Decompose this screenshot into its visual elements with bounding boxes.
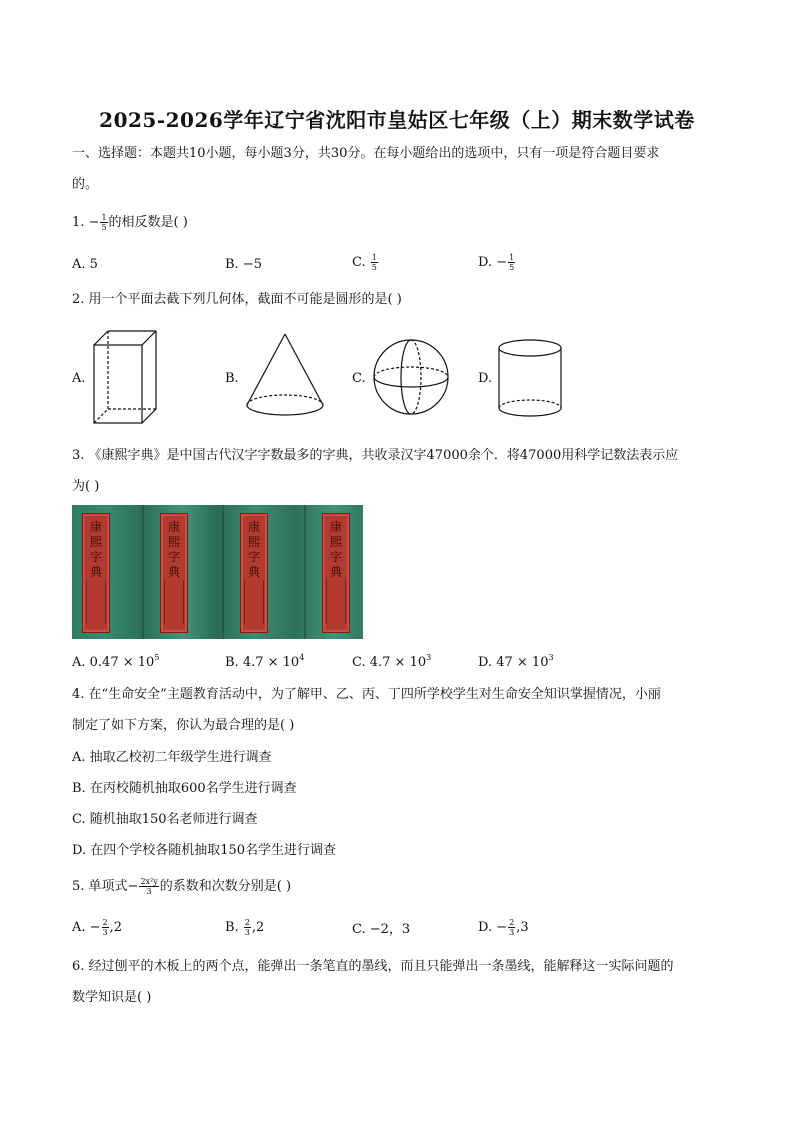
- question-4-line1: 4. 在“生命安全”主题教育活动中，为了解甲、乙、丙、丁四所学校学生对生命安全知识掌握情况，小丽: [72, 687, 661, 702]
- q4-option-d: D. 在四个学校各随机抽取150名学生进行调查: [72, 843, 337, 858]
- q4-option-a: A. 抽取乙校初二年级学生进行调查: [72, 750, 272, 765]
- q2-option-b-label: B.: [225, 371, 239, 386]
- question-5: 5. 单项式− $\frac{\text{2x²y}}{3}$ 的系数和次数分别是( ): [72, 877, 292, 896]
- q3-option-a: A. $0.47 \times 10^5$: [72, 653, 160, 670]
- question-6-line2: 数学知识是( ): [72, 990, 152, 1005]
- page-title: 2025-2026学年辽宁省沈阳市皇姑区七年级（上）期末数学试卷: [99, 108, 695, 132]
- question-4-line2: 制定了如下方案，你认为最合理的是( ): [72, 718, 295, 733]
- q2-option-c-label: C.: [352, 371, 366, 386]
- cone-figure: [244, 332, 326, 422]
- kangxi-dictionary-photo: [72, 505, 363, 639]
- cylinder-figure: [497, 338, 563, 420]
- q3-option-c: C. $4.7 \times 10^3$: [352, 653, 432, 670]
- q3-option-d: D. $47 \times 10^3$: [478, 653, 554, 670]
- section-instructions-line2: 的。: [72, 177, 99, 192]
- cuboid-figure: [86, 327, 166, 427]
- q1-prefix: 1. −: [72, 215, 100, 230]
- question-1: [72, 213, 188, 232]
- section-instructions-line1: 一、选择题：本题共10小题，每小题3分，共30分。在每小题给出的选项中，只有一项是符合题目要求: [72, 146, 660, 161]
- q1-option-d: D. − $\frac{1}{5}$: [478, 253, 515, 272]
- q4-option-c: C. 随机抽取150名老师进行调查: [72, 812, 258, 827]
- q1-option-a: A. 5: [72, 257, 98, 272]
- q2-option-d-label: D.: [478, 371, 493, 386]
- q1-option-b: B. −5: [225, 257, 262, 272]
- q4-option-b: B. 在丙校随机抽取600名学生进行调查: [72, 781, 297, 796]
- book-label-4: 康熙字典: [322, 513, 350, 633]
- q5-option-a: A. − $\frac{2}{3}$ ,2: [72, 918, 123, 937]
- q2-option-a-label: A.: [72, 371, 86, 386]
- book-label-2: 康熙字典: [160, 513, 188, 633]
- q5-option-c: C. −2，3: [352, 922, 411, 937]
- question-2: 2. 用一个平面去截下列几何体，截面不可能是圆形的是( ): [72, 292, 402, 307]
- q5-option-b: B. $\frac{2}{3}$ ,2: [225, 918, 265, 937]
- q1-suffix: 的相反数是( ): [108, 215, 188, 230]
- q5-option-d: D. − $\frac{2}{3}$ ,3: [478, 918, 529, 937]
- question-3-line1: 3. 《康熙字典》是中国古代汉字字数最多的字典，共收录汉字47000余个．将47000用科学记数法表示应: [72, 448, 679, 463]
- question-3-line2: 为( ): [72, 479, 100, 494]
- book-label-3: 康熙字典: [240, 513, 268, 633]
- q1-option-c: C. $\frac{1}{5}$: [352, 253, 377, 272]
- sphere-figure: [372, 338, 450, 416]
- q1-fraction: $\frac{1}{5}$: [101, 213, 107, 232]
- question-6-line1: 6. 经过刨平的木板上的两个点，能弹出一条笔直的墨线，而且只能弹出一条墨线，能解释这一实际问题的: [72, 959, 674, 974]
- q3-option-b: B. $4.7 \times 10^4$: [225, 653, 305, 670]
- book-label-1: 康熙字典: [82, 513, 110, 633]
